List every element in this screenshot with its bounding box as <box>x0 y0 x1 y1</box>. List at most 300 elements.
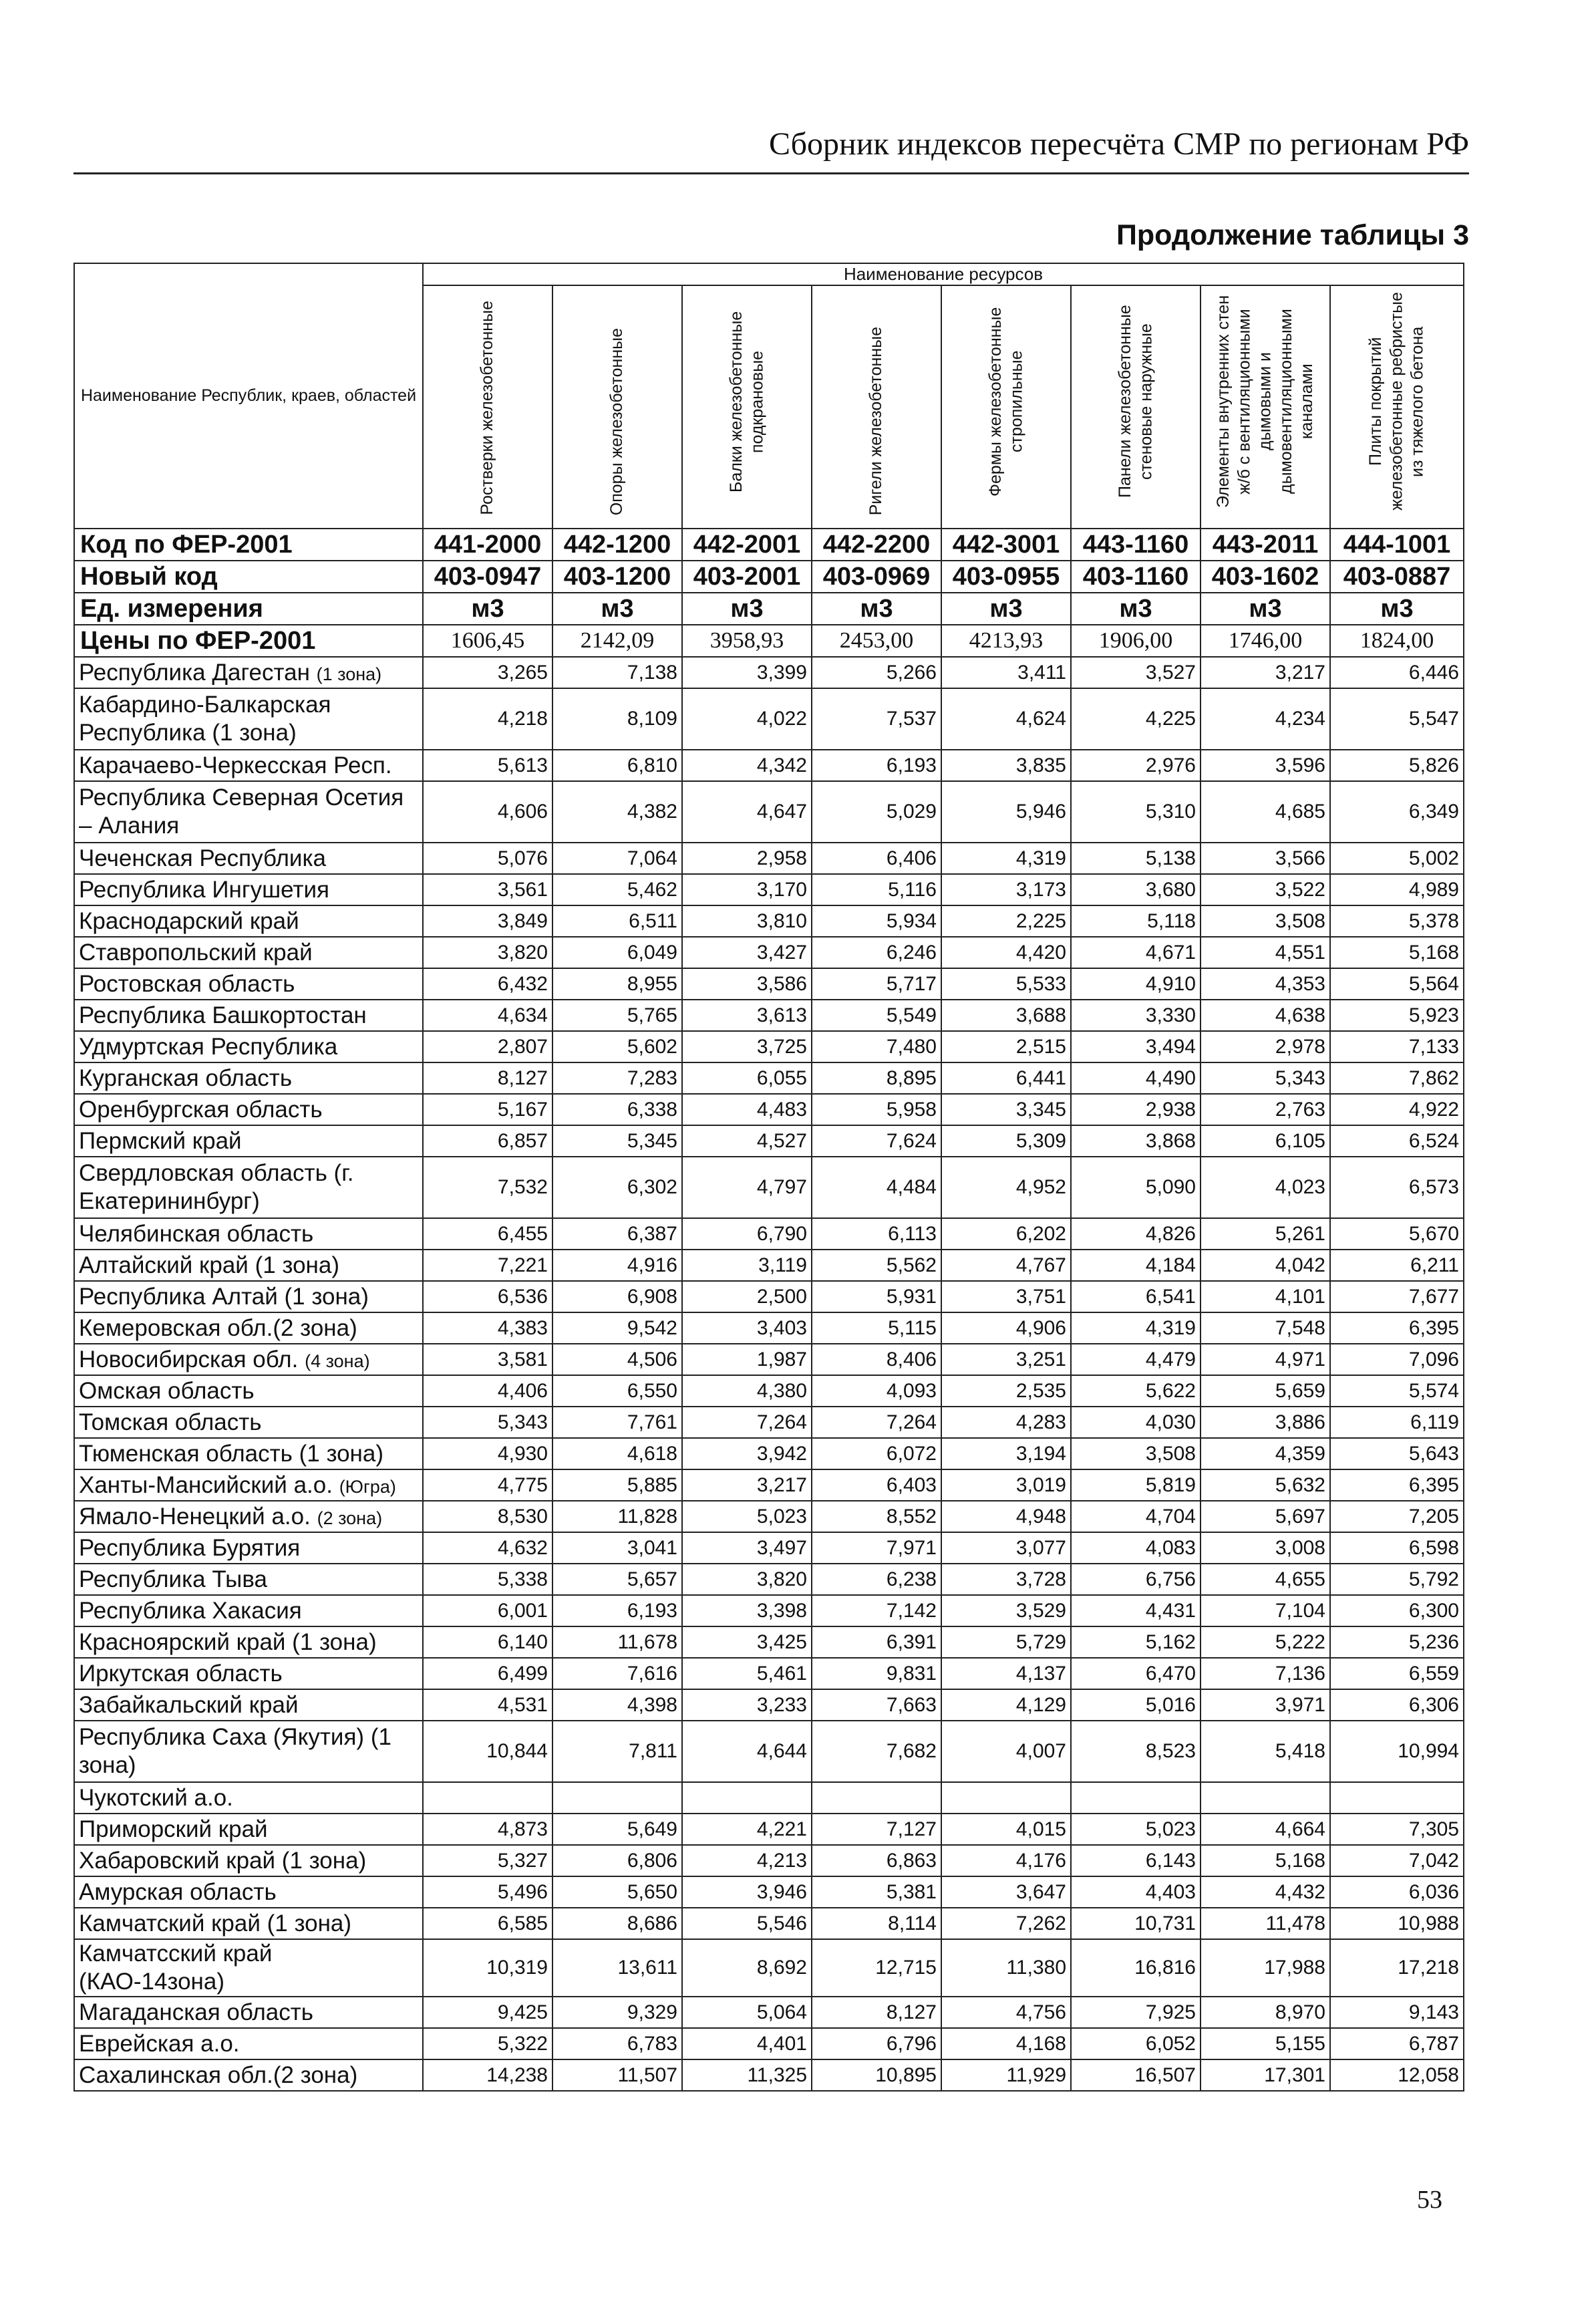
region-name-cell <box>74 1564 423 1595</box>
fer-code-cell: 443-1160 <box>1071 529 1201 561</box>
region-name: Курганская область <box>79 1064 293 1091</box>
index-value-cell: 3,586 <box>682 968 812 1000</box>
region-name-cell <box>74 1250 423 1281</box>
region-column-header: Наименование Республик, краев, областей <box>74 263 423 529</box>
index-value-cell: 2,225 <box>941 905 1071 937</box>
index-value-cell: 6,499 <box>423 1658 552 1689</box>
index-value-cell: 5,697 <box>1201 1501 1330 1532</box>
index-value-cell: 4,359 <box>1201 1438 1330 1469</box>
index-value-cell: 7,624 <box>812 1125 941 1157</box>
index-value-cell: 8,686 <box>552 1908 682 1939</box>
index-value-cell: 4,989 <box>1330 874 1464 905</box>
column-header-3 <box>682 285 812 529</box>
index-value-cell: 7,205 <box>1330 1501 1464 1532</box>
index-value-cell: 4,873 <box>423 1814 552 1845</box>
price-cell: 1746,00 <box>1201 625 1330 657</box>
index-value-cell: 6,302 <box>552 1157 682 1218</box>
fer-code-cell: 441-2000 <box>423 529 552 561</box>
header-rule <box>73 172 1469 174</box>
index-value-cell: 6,796 <box>812 2028 941 2059</box>
table-row <box>74 1250 1464 1281</box>
index-value-cell: 6,072 <box>812 1438 941 1469</box>
index-value-cell <box>812 1782 941 1814</box>
index-value-cell: 7,677 <box>1330 1281 1464 1312</box>
index-value-cell: 5,462 <box>552 874 682 905</box>
index-value-cell: 8,552 <box>812 1501 941 1532</box>
index-value-cell: 3,041 <box>552 1532 682 1564</box>
index-value-cell: 3,946 <box>682 1876 812 1908</box>
index-value-cell: 6,455 <box>423 1218 552 1250</box>
index-value-cell: 7,127 <box>812 1814 941 1845</box>
index-value-cell: 12,058 <box>1330 2059 1464 2091</box>
index-value-cell: 7,262 <box>941 1908 1071 1939</box>
index-value-cell: 4,353 <box>1201 968 1330 1000</box>
index-value-cell: 3,019 <box>941 1469 1071 1501</box>
index-value-cell: 4,490 <box>1071 1062 1201 1094</box>
table-row <box>74 874 1464 905</box>
index-value-cell: 4,506 <box>552 1344 682 1375</box>
new-code-cell: 403-0887 <box>1330 561 1464 593</box>
index-value-cell: 5,378 <box>1330 905 1464 937</box>
index-value-cell: 5,309 <box>941 1125 1071 1157</box>
index-value-cell: 7,133 <box>1330 1031 1464 1062</box>
table-row <box>74 1312 1464 1344</box>
index-value-cell: 11,507 <box>552 2059 682 2091</box>
index-value-cell: 4,479 <box>1071 1344 1201 1375</box>
region-name: Омская область <box>79 1377 255 1404</box>
index-value-cell: 6,001 <box>423 1595 552 1626</box>
index-value-cell: 5,717 <box>812 968 941 1000</box>
index-value-cell: 6,541 <box>1071 1281 1201 1312</box>
index-value-cell: 3,494 <box>1071 1031 1201 1062</box>
index-value-cell: 3,251 <box>941 1344 1071 1375</box>
document-title: Сборник индексов пересчёта СМР по регионам РФ <box>769 126 1469 162</box>
index-value-cell: 2,976 <box>1071 750 1201 781</box>
index-value-cell: 8,127 <box>423 1062 552 1094</box>
index-value-cell: 10,731 <box>1071 1908 1201 1939</box>
index-value-cell: 11,380 <box>941 1939 1071 1997</box>
index-value-cell: 4,221 <box>682 1814 812 1845</box>
table-row <box>74 1501 1464 1532</box>
index-value-cell: 4,483 <box>682 1094 812 1125</box>
region-name-cell <box>74 874 423 905</box>
index-value-cell: 5,266 <box>812 657 941 688</box>
index-value-cell: 5,546 <box>682 1908 812 1939</box>
index-value-cell: 3,497 <box>682 1532 812 1564</box>
index-value-cell: 4,606 <box>423 781 552 843</box>
index-value-cell: 7,537 <box>812 688 941 750</box>
region-name: Ханты-Мансийский а.о. <box>79 1471 333 1498</box>
index-value-cell: 5,670 <box>1330 1218 1464 1250</box>
region-note: (4 зона) <box>305 1350 370 1371</box>
region-name: Тюменская область (1 зона) <box>79 1440 384 1467</box>
index-value-cell: 9,542 <box>552 1312 682 1344</box>
index-value-cell: 3,170 <box>682 874 812 905</box>
index-value-cell: 6,863 <box>812 1845 941 1876</box>
index-value-cell: 5,167 <box>423 1094 552 1125</box>
region-name-cell <box>74 2059 423 2091</box>
index-value-cell: 4,213 <box>682 1845 812 1876</box>
region-name-cell <box>74 1031 423 1062</box>
index-value-cell: 9,425 <box>423 1997 552 2028</box>
index-value-cell: 4,618 <box>552 1438 682 1469</box>
index-value-cell: 7,682 <box>812 1721 941 1782</box>
table-row <box>74 1094 1464 1125</box>
index-value-cell: 4,930 <box>423 1438 552 1469</box>
column-header-text: Панели железобетонные стеновые наружные <box>1115 305 1155 498</box>
price-cell: 1606,45 <box>423 625 552 657</box>
region-note: (Югра) <box>339 1476 396 1497</box>
index-value-cell: 3,820 <box>423 937 552 968</box>
index-value-cell: 4,906 <box>941 1312 1071 1344</box>
region-name: Республика Алтай (1 зона) <box>79 1283 369 1310</box>
index-value-cell: 6,756 <box>1071 1564 1201 1595</box>
table-row <box>74 1469 1464 1501</box>
index-value-cell: 6,559 <box>1330 1658 1464 1689</box>
region-name-cell <box>74 1908 423 1939</box>
region-name: Камчатский край (1 зона) <box>79 1910 352 1936</box>
index-value-cell: 4,319 <box>941 843 1071 874</box>
region-name: Красноярский край (1 зона) <box>79 1628 377 1655</box>
index-value-cell: 4,342 <box>682 750 812 781</box>
index-value-cell: 2,807 <box>423 1031 552 1062</box>
table-row <box>74 1000 1464 1031</box>
region-note: (2 зона) <box>317 1507 383 1528</box>
index-value-cell: 4,401 <box>682 2028 812 2059</box>
index-value-cell: 2,938 <box>1071 1094 1201 1125</box>
index-value-cell: 4,948 <box>941 1501 1071 1532</box>
index-value-cell: 5,946 <box>941 781 1071 843</box>
table-row <box>74 1062 1464 1094</box>
index-value-cell: 7,042 <box>1330 1845 1464 1876</box>
region-name-cell <box>74 1125 423 1157</box>
index-value-cell: 4,704 <box>1071 1501 1201 1532</box>
index-value-cell: 4,910 <box>1071 968 1201 1000</box>
region-name: Забайкальский край <box>79 1691 299 1718</box>
table-row <box>74 1564 1464 1595</box>
index-value-cell: 5,643 <box>1330 1438 1464 1469</box>
region-name: Камчатсский край (КАО-14зона) <box>79 1940 273 1995</box>
price-cell: 1906,00 <box>1071 625 1201 657</box>
index-value-cell: 5,343 <box>1201 1062 1330 1094</box>
index-value-cell: 1,987 <box>682 1344 812 1375</box>
index-value-cell: 4,007 <box>941 1721 1071 1782</box>
table-row <box>74 1157 1464 1218</box>
region-name: Республика Дагестан <box>79 659 310 686</box>
index-table <box>73 263 1464 2092</box>
index-value-cell: 6,036 <box>1330 1876 1464 1908</box>
index-value-cell: 5,381 <box>812 1876 941 1908</box>
index-value-cell: 6,300 <box>1330 1595 1464 1626</box>
region-name: Карачаево-Черкесская Респ. <box>79 752 392 778</box>
table-row <box>74 1438 1464 1469</box>
price-label: Цены по ФЕР-2001 <box>74 625 423 657</box>
region-name-cell <box>74 1281 423 1312</box>
index-value-cell: 3,008 <box>1201 1532 1330 1564</box>
unit-cell: м3 <box>1201 593 1330 625</box>
region-name: Еврейская а.о. <box>79 2030 240 2057</box>
new-code-cell: 403-0947 <box>423 561 552 593</box>
index-value-cell: 4,083 <box>1071 1532 1201 1564</box>
index-value-cell: 4,184 <box>1071 1250 1201 1281</box>
index-value-cell: 4,644 <box>682 1721 812 1782</box>
index-value-cell: 3,942 <box>682 1438 812 1469</box>
region-name: Краснодарский край <box>79 907 299 934</box>
index-value-cell: 3,217 <box>1201 657 1330 688</box>
index-value-cell: 4,647 <box>682 781 812 843</box>
index-value-cell: 6,573 <box>1330 1157 1464 1218</box>
index-value-cell <box>1201 1782 1330 1814</box>
index-value-cell: 3,522 <box>1201 874 1330 905</box>
region-name: Челябинская область <box>79 1220 314 1247</box>
index-value-cell: 16,816 <box>1071 1939 1201 1997</box>
index-value-cell: 11,478 <box>1201 1908 1330 1939</box>
index-value-cell: 10,988 <box>1330 1908 1464 1939</box>
region-name-cell <box>74 968 423 1000</box>
index-value-cell: 4,398 <box>552 1689 682 1721</box>
index-value-cell <box>682 1782 812 1814</box>
index-value-cell: 4,431 <box>1071 1595 1201 1626</box>
index-value-cell: 6,598 <box>1330 1532 1464 1564</box>
price-cell: 1824,00 <box>1330 625 1464 657</box>
index-value-cell: 17,301 <box>1201 2059 1330 2091</box>
region-name: Удмуртская Республика <box>79 1033 338 1060</box>
index-value-cell: 6,550 <box>552 1375 682 1407</box>
index-value-cell: 3,751 <box>941 1281 1071 1312</box>
index-value-cell: 5,461 <box>682 1658 812 1689</box>
index-value-cell: 8,955 <box>552 968 682 1000</box>
index-value-cell <box>941 1782 1071 1814</box>
index-value-cell: 3,425 <box>682 1626 812 1658</box>
index-value-cell: 6,395 <box>1330 1312 1464 1344</box>
index-value-cell: 4,319 <box>1071 1312 1201 1344</box>
unit-cell: м3 <box>682 593 812 625</box>
price-cell: 4213,93 <box>941 625 1071 657</box>
region-name: Республика Башкортостан <box>79 1002 367 1028</box>
index-value-cell: 5,934 <box>812 905 941 937</box>
index-value-cell: 2,763 <box>1201 1094 1330 1125</box>
region-name-cell <box>74 1997 423 2028</box>
index-value-cell: 7,138 <box>552 657 682 688</box>
index-value-cell: 3,217 <box>682 1469 812 1501</box>
index-value-cell: 6,140 <box>423 1626 552 1658</box>
index-value-cell: 6,391 <box>812 1626 941 1658</box>
index-value-cell: 4,403 <box>1071 1876 1201 1908</box>
index-value-cell: 5,564 <box>1330 968 1464 1000</box>
table-row <box>74 1876 1464 1908</box>
index-value-cell: 3,119 <box>682 1250 812 1281</box>
region-name: Республика Северная Осетия – Алания <box>79 784 404 839</box>
index-value-cell: 5,622 <box>1071 1375 1201 1407</box>
table-row <box>74 905 1464 937</box>
region-name-cell <box>74 1094 423 1125</box>
index-value-cell: 4,767 <box>941 1250 1071 1281</box>
index-value-cell: 8,114 <box>812 1908 941 1939</box>
index-value-cell: 9,143 <box>1330 1997 1464 2028</box>
index-value-cell: 5,168 <box>1330 937 1464 968</box>
index-value-cell: 5,729 <box>941 1626 1071 1658</box>
index-value-cell: 5,923 <box>1330 1000 1464 1031</box>
index-value-cell: 3,613 <box>682 1000 812 1031</box>
index-value-cell: 4,624 <box>941 688 1071 750</box>
region-name-cell <box>74 1501 423 1532</box>
index-value-cell: 5,765 <box>552 1000 682 1031</box>
fer-code-cell: 444-1001 <box>1330 529 1464 561</box>
region-name-cell <box>74 1062 423 1094</box>
price-cell: 2453,00 <box>812 625 941 657</box>
index-value-cell: 5,885 <box>552 1469 682 1501</box>
table-row <box>74 750 1464 781</box>
index-value-cell: 3,596 <box>1201 750 1330 781</box>
fer-code-cell: 443-2011 <box>1201 529 1330 561</box>
index-value-cell: 5,168 <box>1201 1845 1330 1876</box>
region-name: Ростовская область <box>79 970 295 997</box>
index-value-cell: 3,529 <box>941 1595 1071 1626</box>
index-value-cell: 4,137 <box>941 1658 1071 1689</box>
column-header-text: Элементы внутренних стен ж/б с вентиляционными дымовыми и дымовентиляционными каналами <box>1213 295 1316 509</box>
index-value-cell: 7,811 <box>552 1721 682 1782</box>
region-name: Ямало-Ненецкий а.о. <box>79 1503 311 1530</box>
region-name: Ставропольский край <box>79 939 313 966</box>
column-header-5 <box>941 285 1071 529</box>
index-value-cell: 6,446 <box>1330 657 1464 688</box>
index-value-cell: 5,090 <box>1071 1157 1201 1218</box>
index-value-cell: 3,725 <box>682 1031 812 1062</box>
index-value-cell: 2,958 <box>682 843 812 874</box>
index-value-cell: 5,826 <box>1330 750 1464 781</box>
index-value-cell: 6,202 <box>941 1218 1071 1250</box>
index-value-cell: 5,496 <box>423 1876 552 1908</box>
index-value-cell: 6,143 <box>1071 1845 1201 1876</box>
region-name: Новосибирская обл. <box>79 1346 299 1373</box>
index-value-cell: 7,136 <box>1201 1658 1330 1689</box>
index-value-cell: 3,403 <box>682 1312 812 1344</box>
index-value-cell: 4,551 <box>1201 937 1330 968</box>
index-value-cell: 10,319 <box>423 1939 552 1997</box>
column-header-text: Ригели железобетонные <box>866 326 886 515</box>
region-name: Оренбургская область <box>79 1096 323 1123</box>
index-value-cell: 4,015 <box>941 1814 1071 1845</box>
index-value-cell: 8,895 <box>812 1062 941 1094</box>
index-value-cell: 8,970 <box>1201 1997 1330 2028</box>
table-row <box>74 1344 1464 1375</box>
index-value-cell: 5,958 <box>812 1094 941 1125</box>
index-value-cell: 5,116 <box>812 874 941 905</box>
index-value-cell: 3,820 <box>682 1564 812 1595</box>
table-row <box>74 1595 1464 1626</box>
index-value-cell: 7,064 <box>552 843 682 874</box>
index-value-cell: 8,692 <box>682 1939 812 1997</box>
index-value-cell: 6,524 <box>1330 1125 1464 1157</box>
column-header-8 <box>1330 285 1464 529</box>
new-code-label: Новый код <box>74 561 423 593</box>
index-value-cell: 4,756 <box>941 1997 1071 2028</box>
index-value-cell: 4,685 <box>1201 781 1330 843</box>
index-value-cell: 14,238 <box>423 2059 552 2091</box>
column-header-7 <box>1201 285 1330 529</box>
column-header-1 <box>423 285 552 529</box>
index-value-cell: 3,868 <box>1071 1125 1201 1157</box>
index-value-cell: 4,634 <box>423 1000 552 1031</box>
index-value-cell: 5,657 <box>552 1564 682 1595</box>
table-row <box>74 1997 1464 2028</box>
index-value-cell: 4,916 <box>552 1250 682 1281</box>
index-value-cell: 3,647 <box>941 1876 1071 1908</box>
index-value-cell: 10,844 <box>423 1721 552 1782</box>
index-value-cell: 5,345 <box>552 1125 682 1157</box>
column-header-6 <box>1071 285 1201 529</box>
region-name-cell <box>74 2028 423 2059</box>
region-name-cell <box>74 1689 423 1721</box>
region-name-cell <box>74 1532 423 1564</box>
index-value-cell: 5,236 <box>1330 1626 1464 1658</box>
index-value-cell: 4,129 <box>941 1689 1071 1721</box>
region-name: Свердловская область (г. Екатерининбург) <box>79 1160 354 1214</box>
index-value-cell: 5,792 <box>1330 1564 1464 1595</box>
new-code-row <box>74 561 1464 593</box>
index-value-cell: 4,922 <box>1330 1094 1464 1125</box>
index-value-cell: 4,022 <box>682 688 812 750</box>
index-value-cell: 3,566 <box>1201 843 1330 874</box>
index-value-cell: 4,664 <box>1201 1814 1330 1845</box>
index-value-cell: 11,678 <box>552 1626 682 1658</box>
region-name: Республика Хакасия <box>79 1597 302 1624</box>
index-value-cell: 4,671 <box>1071 937 1201 968</box>
index-value-cell: 6,511 <box>552 905 682 937</box>
index-value-cell: 11,828 <box>552 1501 682 1532</box>
region-name: Пермский край <box>79 1127 242 1154</box>
index-value-cell: 5,016 <box>1071 1689 1201 1721</box>
index-value-cell: 5,562 <box>812 1250 941 1281</box>
index-value-cell: 7,862 <box>1330 1062 1464 1094</box>
index-value-cell: 4,638 <box>1201 1000 1330 1031</box>
table-row <box>74 843 1464 874</box>
index-value-cell: 5,002 <box>1330 843 1464 874</box>
region-name-cell <box>74 1876 423 1908</box>
unit-cell: м3 <box>1071 593 1201 625</box>
index-value-cell: 3,233 <box>682 1689 812 1721</box>
region-name-cell <box>74 1312 423 1344</box>
index-value-cell: 4,093 <box>812 1375 941 1407</box>
index-value-cell: 3,971 <box>1201 1689 1330 1721</box>
index-value-cell: 4,168 <box>941 2028 1071 2059</box>
fer-code-cell: 442-2001 <box>682 529 812 561</box>
index-value-cell: 5,076 <box>423 843 552 874</box>
index-value-cell: 7,761 <box>552 1407 682 1438</box>
unit-row <box>74 593 1464 625</box>
new-code-cell: 403-0955 <box>941 561 1071 593</box>
index-value-cell: 6,585 <box>423 1908 552 1939</box>
index-value-cell: 5,029 <box>812 781 941 843</box>
region-name-cell <box>74 1595 423 1626</box>
index-value-cell: 7,548 <box>1201 1312 1330 1344</box>
region-name-cell <box>74 1939 423 1997</box>
index-value-cell: 8,523 <box>1071 1721 1201 1782</box>
index-value-cell: 4,225 <box>1071 688 1201 750</box>
index-value-cell: 7,264 <box>682 1407 812 1438</box>
index-value-cell: 3,077 <box>941 1532 1071 1564</box>
index-value-cell: 5,222 <box>1201 1626 1330 1658</box>
region-name-cell <box>74 1375 423 1407</box>
index-value-cell <box>423 1782 552 1814</box>
region-name-cell <box>74 1407 423 1438</box>
region-name-cell <box>74 750 423 781</box>
index-value-cell: 4,042 <box>1201 1250 1330 1281</box>
table-row <box>74 2028 1464 2059</box>
table-row <box>74 1125 1464 1157</box>
index-value-cell: 6,387 <box>552 1218 682 1250</box>
table-row <box>74 1407 1464 1438</box>
